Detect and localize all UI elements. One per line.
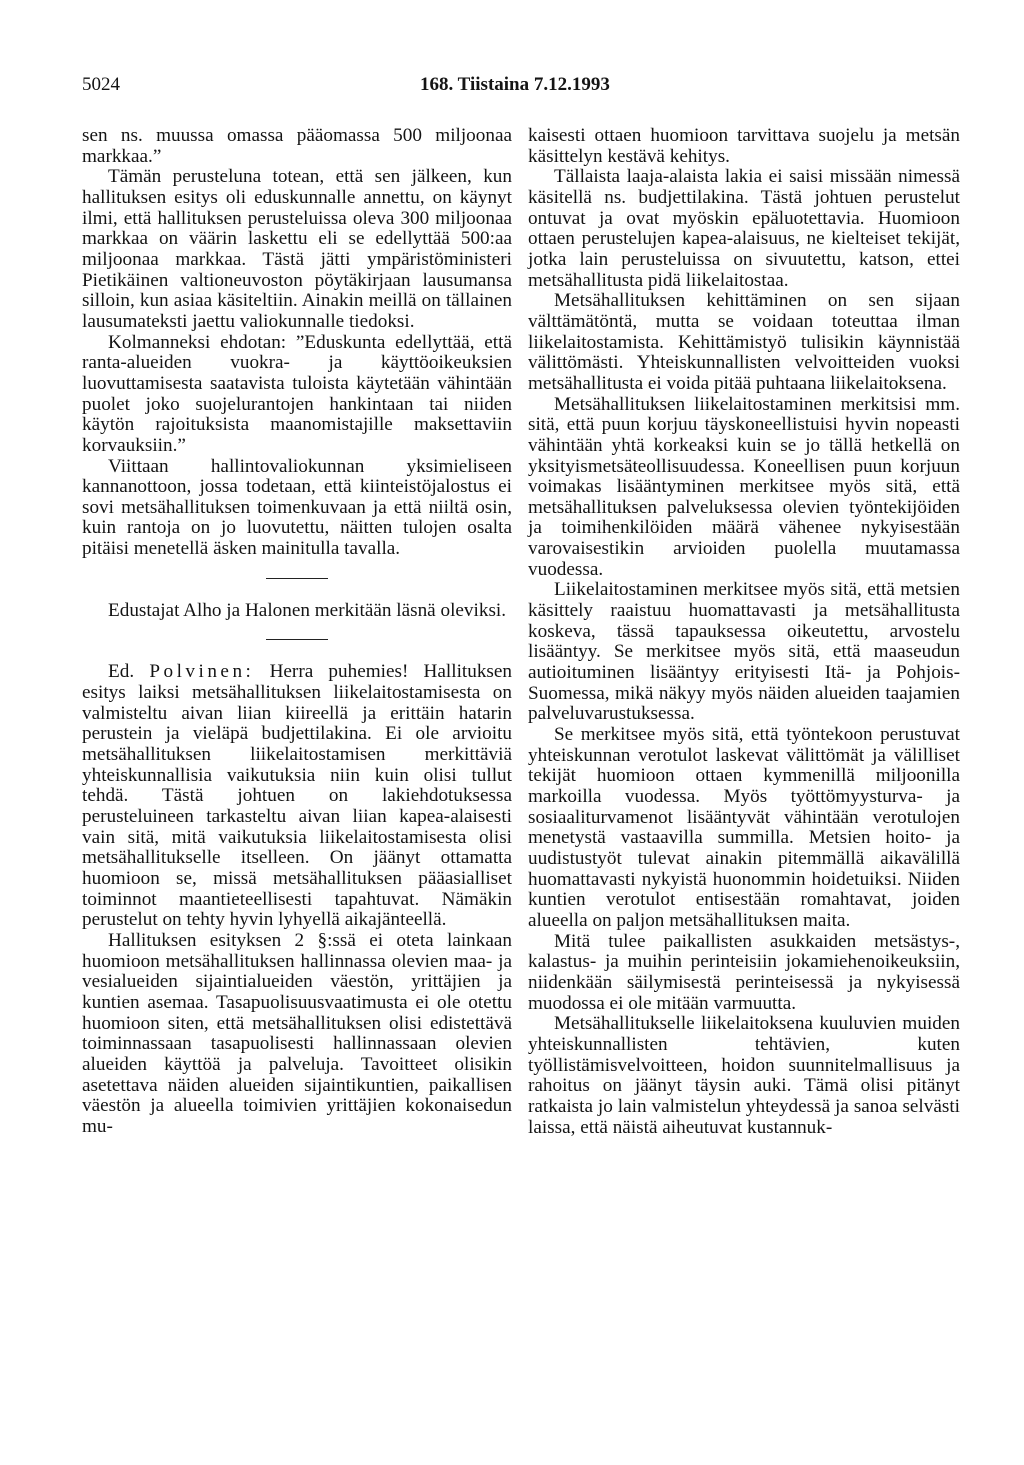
left-paragraph-4: Viittaan hallintovaliokunnan yksimieliseen kannanottoon, jossa todetaan, että kiinteistöjalostus ei sovi metsähallituksen toimenkuvaan ja että niiltä osin, kuin rantoja on jo luovutettu, näitten tulojen osalta pitäisi menetellä äsken mainitulla tavalla. bbox=[82, 455, 512, 560]
right-paragraph-8: Metsähallitukselle liikelaitoksena kuuluvien muiden yhteiskunnallisten tehtävien, kuten työllistämisvelvoitteen, hoidon suunnitelmallisuus ja rahoitus on jäänyt täysin auki. Tämä olisi pitänyt ratkaista jo lain valmistelun yhteydessä ja sanoa selvästi laissa, että näistä aiheutuvat kustannuk- bbox=[528, 1013, 960, 1138]
right-paragraph-7: Mitä tulee paikallisten asukkaiden metsästys-, kalastus- ja muihin perinteisiin jokamiehenoikeuksiin, niidenkään säilymisestä perinteisessä ja nykyisessä muodossa ei ole mitään varmuutta. bbox=[528, 930, 960, 1014]
attendance-notice: Edustajat Alho ja Halonen merkitään läsnä oleviksi. bbox=[108, 599, 507, 621]
left-paragraph-1: sen ns. muussa omassa pääomassa 500 miljoonaa markkaa.” bbox=[82, 125, 512, 167]
right-column bbox=[528, 126, 960, 1138]
right-paragraph-3: Metsähallituksen kehittäminen on sen sijaan välttämätöntä, mutta se voidaan toteuttaa ilman liikelaitostamista. Kehittämistyö tulisikin käynnistää välittömästi. Yhteiskunnallisten velvoitteiden vuoksi metsähallitusta ei voida pitää puhtaana liikelaitoksena. bbox=[528, 290, 960, 394]
right-paragraph-6: Se merkitsee myös sitä, että työntekoon perustuvat yhteiskunnan verotulot laskevat välittömät ja välilliset tekijät huomioon ottaen kymmenillä miljoonilla markoilla vuodessa. Myös työttömyysturva- ja sosiaaliturvamenot lisääntyvät vähintään verotulojen menetystä vastaavilla summilla. Metsien hoito- ja uudistustyöt tulevat ainakin pitemmällä aikavälillä huomattavasti nykyistä huonommin hoidetuiksi. Niiden kuntien verotulot entisestään romahtavat, joiden alueella on paljon metsähallituksen maita. bbox=[528, 724, 960, 931]
speaker-prefix: Ed. bbox=[108, 661, 150, 683]
left-paragraph-6: Hallituksen esityksen 2 §:ssä ei oteta lainkaan huomioon metsähallituksen hallinnassa olevien maa- ja vesialueiden sijaintialueiden väestön, yrittäjien ja kuntien asemaa. Tasapuolisuusvaatimusta ei ole otettu huomioon siten, että metsähallituksen olisi edistettävä toiminnassaan tasapuolisesti hallinnassaan olevien alueiden käyttöä ja palveluja. Tavoitteet olisikin asetettava näiden alueiden sijaintikuntien, paikallisen väestön ja alueella toimivien yrittäjien kokonaisedun mu- bbox=[82, 929, 512, 1137]
session-date: 168. Tiistaina 7.12.1993 bbox=[420, 74, 610, 95]
left-paragraph-2: Tämän perusteluna totean, että sen jälkeen, kun hallituksen esitys oli eduskunnalle annettu, on käynyt ilmi, että hallituksen perusteluissa oleva 300 miljoonaa markkaa on väärin laskettu eli se edellyttää 500:aa miljoonaa markkaa. Tästä jätti ympäristöministeri Pietikäinen valtioneuvoston pöytäkirjaan lausumansa silloin, kun asiaa käsiteltiin. Ainakin meillä on tällainen lausumateksti jaettu valiokunnalle tiedoksi. bbox=[82, 166, 512, 332]
page-number: 5024 bbox=[82, 74, 120, 95]
speaker-name: Polvinen: bbox=[149, 661, 255, 683]
right-paragraph-4: Metsähallituksen liikelaitostaminen merkitsisi mm. sitä, että puun korjuu täyskoneellistuisi hyvin nopeasti vähintään yhtä korkeaksi kuin se jo tällä hetkellä on yksityismetsäteollisuudessa. Koneellisen puun korjuun voimakas lisääntyminen merkitsee myös sitä, että metsähallituksen palveluksessa olevien työntekijöiden ja toimihenkilöiden määrä vähenee nykyisestään varovaisestikin arvioiden puolella muutamassa vuodessa. bbox=[528, 393, 960, 580]
left-column bbox=[82, 126, 512, 1138]
right-paragraph-5: Liikelaitostaminen merkitsee myös sitä, että metsien käsittely raaistuu huomattavasti ja metsähallitusta koskeva, tässä tapauksessa oikeutettu, arvostelu lisääntyy. Se merkitsee myös sitä, että maaseudun autioituminen lisääntyy erityisesti Itä- ja Pohjois-Suomessa, mikä näkyy myös näiden alueiden taajamien palveluvarustuksessa. bbox=[528, 579, 960, 725]
left-paragraph-3: Kolmanneksi ehdotan: ”Eduskunta edellyttää, että ranta-alueiden vuokra- ja käyttöoikeuksien luovuttamisesta saatavista tuloista käytetään vähintään puolet joko suojelurantojen hankintaan tai niiden käytön rajoituksista maanomistajille maksettaviin korvauksiin.” bbox=[82, 331, 512, 456]
speech-paragraph-1: Herra puhemies! Hallituksen esitys laiksi metsähallituksen liikelaitostamisesta on valmisteltu aivan liian kiireellä ja erittäin hatarin perustein ja vieläpä budjettilakina. Ei ole arvioitu metsähallituksen liikelaitostamisen merkittäviä yhteiskunnallisia vaikutuksia niin kuin olisi tullut tehdä. Tästä johtuen on lakiehdotuksessa perusteluineen tarkasteltu aivan liian kapea-alaisesti vain sitä, mitä vaikutuksia liikelaitostamisesta olisi metsähallitukselle itselleen. On jäänyt ottamatta huomioon se, missä metsähallituksen pääasialliset toiminnot maantieteellisesti tapahtuvat. Nämäkin perustelut on tehty hyvin lyhyellä aikajänteellä. bbox=[82, 661, 512, 931]
right-paragraph-1: kaisesti ottaen huomioon tarvittava suojelu ja metsän käsittelyn kestävä kehitys. bbox=[528, 125, 960, 167]
page-header bbox=[0, 74, 1024, 104]
right-paragraph-2: Tällaista laaja-alaista lakia ei saisi missään nimessä käsitellä ns. budjettilakina. Tästä johtuen perustelut ontuvat ja ovat myöskin epäluotettavia. Huomioon ottaen perustelujen kapea-alaisuus, ne kielteiset tekijät, jotka lain perusteluissa on sivuutettu, katson, ettei metsähallitusta pidä liikelaitostaa. bbox=[528, 166, 960, 291]
speech-opening bbox=[82, 662, 512, 931]
